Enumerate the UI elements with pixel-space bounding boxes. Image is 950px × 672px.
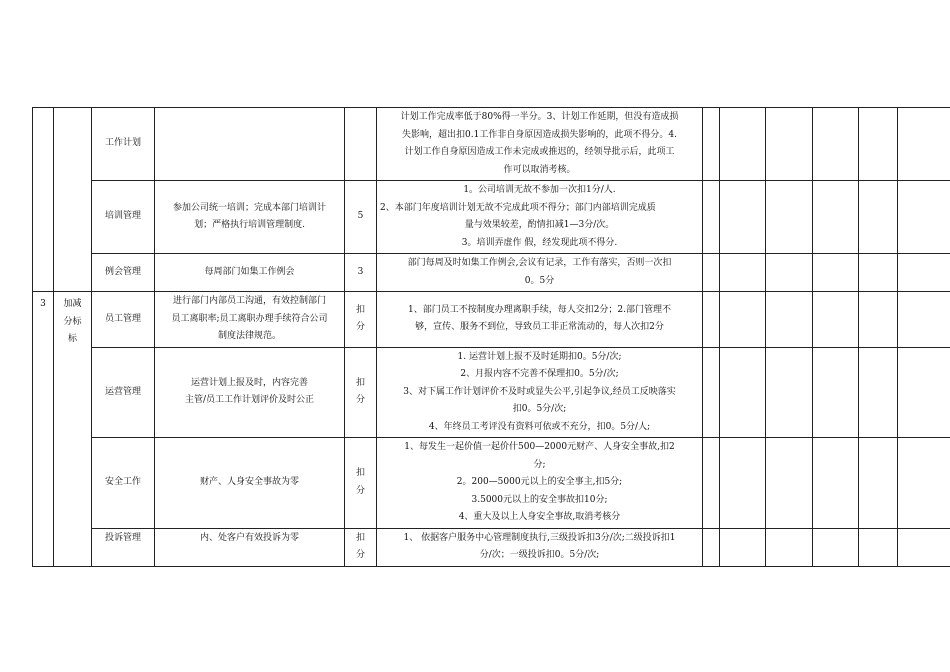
item-cell: 例会管理 bbox=[92, 254, 155, 292]
score-cell: 扣 分 bbox=[345, 292, 377, 348]
blank-cell bbox=[703, 292, 720, 348]
blank-cell bbox=[703, 347, 720, 438]
blank-cell bbox=[766, 347, 813, 438]
index-cell bbox=[33, 108, 54, 292]
blank-cell bbox=[898, 438, 950, 529]
category-cell bbox=[54, 108, 92, 292]
blank-cell bbox=[813, 292, 859, 348]
score-cell bbox=[345, 108, 377, 181]
score-cell: 扣 分 bbox=[345, 347, 377, 438]
table-row bbox=[33, 254, 950, 292]
rules-cell: 计划工作完成率低于80%得一半分。3、计划工作延期，但没有造成损 失影响，超出扣0.1工作非自身原因造成损失影响的，此项不得分。4. 计划工作自身原因造成工作未完成或推迟的，经领导批示后，此项工 作可以取消考核。 bbox=[377, 108, 703, 181]
category-cell: 加减 分标 标 bbox=[54, 292, 92, 567]
score-cell: 扣 分 bbox=[345, 438, 377, 529]
blank-cell bbox=[898, 254, 950, 292]
blank-cell bbox=[813, 254, 859, 292]
blank-cell bbox=[703, 528, 720, 566]
kpi-table bbox=[32, 107, 950, 567]
blank-cell bbox=[703, 181, 720, 254]
blank-cell bbox=[859, 108, 898, 181]
rules-cell: 1、部门员工不按制度办理离职手续，每人交扣2分；2.部门管理不 够，宣传、服务不到位，导致员工非正常流动的，每人次扣2分 bbox=[377, 292, 703, 348]
item-cell: 员工管理 bbox=[92, 292, 155, 348]
item-cell: 工作计划 bbox=[92, 108, 155, 181]
blank-cell bbox=[720, 438, 766, 529]
rules-cell: 1、每发生一起价值一起价什500—2000元财产、人身安全事故,扣2 分; 2。200—5000元以上的安全事主,扣5分; 3.5000元以上的安全事故扣10分; 4、重大及以上人身安全事故,取消考核分 bbox=[377, 438, 703, 529]
blank-cell bbox=[720, 292, 766, 348]
blank-cell bbox=[703, 108, 720, 181]
score-cell: 5 bbox=[345, 181, 377, 254]
blank-cell bbox=[813, 108, 859, 181]
table-row bbox=[33, 438, 950, 529]
index-cell: 3 bbox=[33, 292, 54, 567]
blank-cell bbox=[720, 528, 766, 566]
blank-cell bbox=[898, 181, 950, 254]
blank-cell bbox=[859, 528, 898, 566]
blank-cell bbox=[720, 254, 766, 292]
item-cell: 投诉管理 bbox=[92, 528, 155, 566]
score-cell: 3 bbox=[345, 254, 377, 292]
item-cell: 培训管理 bbox=[92, 181, 155, 254]
item-cell: 运营管理 bbox=[92, 347, 155, 438]
rules-cell: 部门每周及时如集工作例会,会议有记录，工作有落实，否则一次扣 0。5分 bbox=[377, 254, 703, 292]
standard-cell: 内、处客户有效投诉为零 bbox=[155, 528, 345, 566]
standard-cell: 参加公司统一培训；完成本部门培训计 划；严格执行培训管理制度. bbox=[155, 181, 345, 254]
blank-cell bbox=[898, 528, 950, 566]
standard-cell: 每周部门如集工作例会 bbox=[155, 254, 345, 292]
blank-cell bbox=[766, 438, 813, 529]
table-row bbox=[33, 347, 950, 438]
blank-cell bbox=[859, 438, 898, 529]
blank-cell bbox=[898, 347, 950, 438]
blank-cell bbox=[766, 292, 813, 348]
blank-cell bbox=[720, 108, 766, 181]
blank-cell bbox=[766, 528, 813, 566]
standard-cell: 运营计划上报及时，内容完善 主管/员工工作计划评价及时公正 bbox=[155, 347, 345, 438]
blank-cell bbox=[898, 108, 950, 181]
item-cell: 安全工作 bbox=[92, 438, 155, 529]
rules-cell: 1。公司培训无故不参加一次扣1分/人. 2、本部门年度培训计划无故不完成此项不得分；部门内部培训完成质 量与效果较差，酌情扣减1—3分/次。 3。培训弄虚作 假，经发现此项不得分. bbox=[377, 181, 703, 254]
table-row bbox=[33, 292, 950, 348]
blank-cell bbox=[898, 292, 950, 348]
blank-cell bbox=[703, 438, 720, 529]
table-row bbox=[33, 108, 950, 181]
rules-cell: 1、 依据客户服务中心管理制度执行,三级投诉扣3分/次;二级投诉扣1 分/次；一级投诉扣0。5分/次; bbox=[377, 528, 703, 566]
blank-cell bbox=[859, 181, 898, 254]
score-cell: 扣 分 bbox=[345, 528, 377, 566]
standard-cell: 进行部门内部员工沟通，有效控制部门 员工离职率;员工离职办理手续符合公司 制度法律规范。 bbox=[155, 292, 345, 348]
rules-cell: 1. 运营计划上报不及时延期扣0。5分/次; 2、月报内容不完善不保理扣0。5分/次; 3、对下属工作计划评价不及时或显失公平,引起争议,经员工反映落实 扣0。5分/次; 4、年终员工考评没有资料可依或不充分，扣0。5分/人; bbox=[377, 347, 703, 438]
blank-cell bbox=[859, 254, 898, 292]
blank-cell bbox=[766, 181, 813, 254]
table-row bbox=[33, 181, 950, 254]
blank-cell bbox=[813, 528, 859, 566]
blank-cell bbox=[859, 347, 898, 438]
blank-cell bbox=[813, 438, 859, 529]
blank-cell bbox=[720, 181, 766, 254]
blank-cell bbox=[766, 108, 813, 181]
blank-cell bbox=[766, 254, 813, 292]
blank-cell bbox=[703, 254, 720, 292]
table-row bbox=[33, 528, 950, 566]
blank-cell bbox=[813, 347, 859, 438]
blank-cell bbox=[859, 292, 898, 348]
standard-cell bbox=[155, 108, 345, 181]
blank-cell bbox=[720, 347, 766, 438]
blank-cell bbox=[813, 181, 859, 254]
standard-cell: 财产、人身安全事故为零 bbox=[155, 438, 345, 529]
